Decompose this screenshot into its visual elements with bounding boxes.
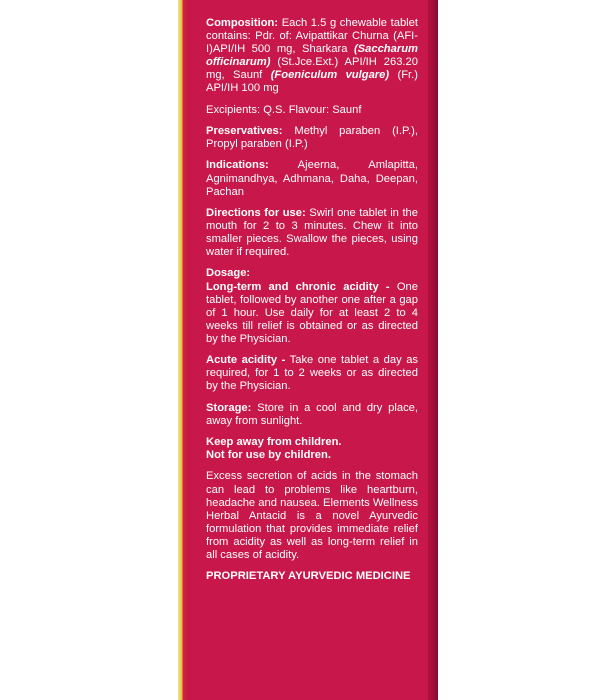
dosage-long-term-label: Long-term and chronic acidity -	[206, 280, 390, 293]
label-text-block	[206, 17, 418, 592]
preservatives-paragraph	[206, 125, 418, 151]
composition-latin-2: (Foeniculum vulgare)	[270, 69, 390, 82]
composition-text-2: (St.Jce.Ext.) API/IH 263.20 mg, Saunf	[206, 56, 418, 82]
indications-label: Indications:	[206, 159, 269, 172]
dosage-acute-label: Acute acidity -	[206, 354, 286, 367]
warning-not-for-children: Not for use by children.	[206, 449, 331, 462]
composition-paragraph	[206, 17, 418, 96]
warning-keep-away: Keep away from children.	[206, 436, 342, 449]
composition-text-3: (Fr.) API/IH 100 mg	[206, 69, 419, 95]
storage-label: Storage:	[206, 401, 252, 414]
dosage-long-term-text: One tablet, followed by another one after a gap of 1 hour. Use daily for at least 2 to 4 weeks till relief is obtained or as directed by the Physician.	[206, 280, 418, 345]
indications-text: Ajeerna, Amlapitta, Agnimandhya, Adhmana, Daha, Deepan, Pachan	[206, 159, 418, 198]
preservatives-text: Methyl paraben (I.P.), Propyl paraben (I.P.)	[206, 125, 418, 151]
composition-latin-1: (Saccharum officinarum)	[206, 43, 418, 69]
box-right-edge	[428, 0, 438, 700]
directions-paragraph	[206, 207, 418, 259]
storage-paragraph	[206, 402, 418, 428]
box-left-edge	[178, 0, 190, 700]
excipients-paragraph: Excipients: Q.S. Flavour: Saunf	[206, 103, 362, 116]
storage-text: Store in a cool and dry place, away from sunlight.	[206, 401, 418, 427]
composition-label: Composition:	[206, 17, 279, 29]
directions-label: Directions for use:	[206, 206, 306, 219]
dosage-long-term-paragraph	[206, 281, 418, 346]
directions-text: Swirl one tablet in the mouth for 2 to 3 minutes. Chew it into smaller pieces. Swallow the pieces, using water if required.	[206, 206, 419, 259]
composition-text-1: Each 1.5 g chewable tablet contains: Pdr. of: Avipattikar Churna (AFI-I)API/IH 500 mg, Sharkara	[206, 17, 418, 56]
dosage-acute-text: Take one tablet a day as required, for 1 to 2 weeks or as directed by the Physician.	[206, 354, 419, 393]
footer-proprietary: PROPRIETARY AYURVEDIC MEDICINE	[206, 570, 411, 583]
preservatives-label: Preservatives:	[206, 125, 283, 138]
dosage-heading: Dosage:	[206, 267, 251, 280]
dosage-acute-paragraph	[206, 354, 418, 393]
indications-paragraph	[206, 159, 418, 198]
description-paragraph: Excess secretion of acids in the stomach can lead to problems like heartburn, headache and nausea. Elements Wellness Herbal Antacid is a novel Ayurvedic formulation that provides immediate relief from acidity as well as long-term relief in all cases of acidity.	[206, 470, 418, 561]
